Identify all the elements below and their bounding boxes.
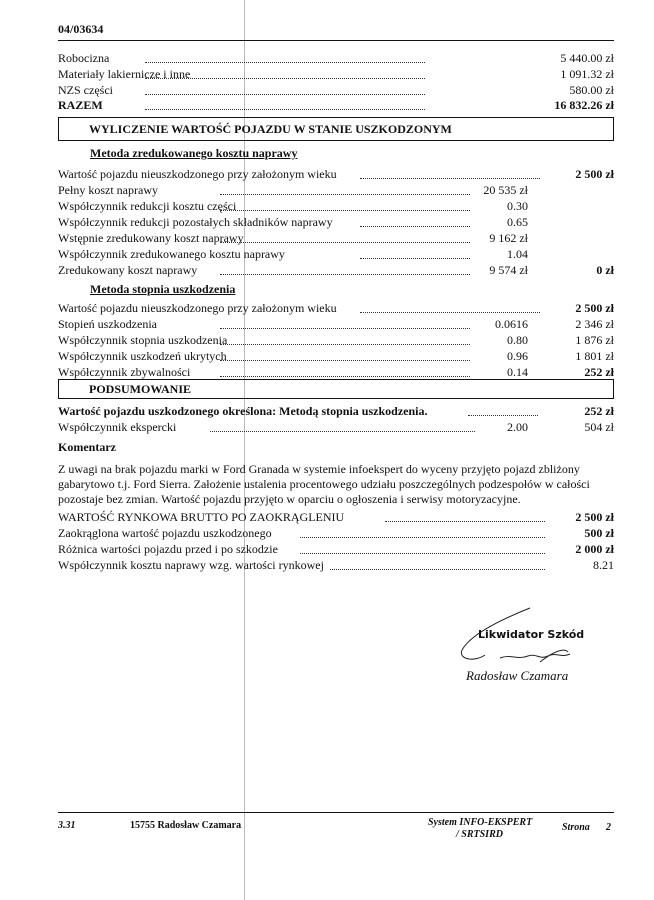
dot-leader bbox=[360, 312, 540, 313]
row-mid-value: 0.14 bbox=[507, 365, 528, 379]
row-right-value: 1 876 zł bbox=[575, 333, 614, 347]
summary-right-value: 504 zł bbox=[584, 420, 614, 434]
dot-leader bbox=[220, 194, 470, 195]
signature-title: Likwidator Szkód bbox=[478, 628, 585, 641]
summary-right-value: 252 zł bbox=[584, 404, 614, 418]
summary-label: Wartość pojazdu uszkodzonego określona: Metodą stopnia uszkodzenia. bbox=[58, 404, 428, 418]
cost-label: NZS części bbox=[58, 83, 113, 97]
dot-leader bbox=[360, 178, 540, 179]
dot-leader bbox=[220, 242, 470, 243]
final-label: Współczynnik kosztu naprawy wzg. wartości rynkowej bbox=[58, 558, 324, 572]
row-label: Pełny koszt naprawy bbox=[58, 183, 158, 197]
cost-label: Robocizna bbox=[58, 51, 110, 65]
final-label: Zaokrąglona wartość pojazdu uszkodzonego bbox=[58, 526, 272, 540]
row-mid-value: 20 535 zł bbox=[483, 183, 528, 197]
dot-leader bbox=[220, 328, 470, 329]
row-mid-value: 9 162 zł bbox=[489, 231, 528, 245]
cost-label: Materiały lakiernicze i inne bbox=[58, 67, 191, 81]
footer-system-code: / SRTSIRD bbox=[456, 829, 503, 840]
cost-value: 1 091.32 zł bbox=[560, 67, 614, 81]
comment-title: Komentarz bbox=[58, 440, 116, 454]
footer-rule bbox=[58, 812, 614, 813]
final-value: 2 000 zł bbox=[575, 542, 614, 556]
summary-label: Współczynnik ekspercki bbox=[58, 420, 177, 434]
row-right-value: 2 346 zł bbox=[575, 317, 614, 331]
row-mid-value: 0.0616 bbox=[495, 317, 528, 331]
dot-leader bbox=[300, 537, 545, 538]
dot-leader bbox=[360, 258, 470, 259]
final-label: WARTOŚĆ RYNKOWA BRUTTO PO ZAOKRĄGLENIU bbox=[58, 510, 345, 524]
row-mid-value: 9 574 zł bbox=[489, 263, 528, 277]
footer-system: System INFO-EKSPERT bbox=[428, 817, 533, 828]
summary-title: PODSUMOWANIE bbox=[89, 382, 192, 396]
row-mid-value: 0.30 bbox=[507, 199, 528, 213]
cost-label: RAZEM bbox=[58, 98, 103, 112]
final-label: Różnica wartości pojazdu przed i po szkodzie bbox=[58, 542, 278, 556]
row-right-value: 2 500 zł bbox=[575, 301, 614, 315]
row-mid-value: 0.65 bbox=[507, 215, 528, 229]
dot-leader bbox=[210, 431, 475, 432]
footer-page-number: 2 bbox=[606, 822, 611, 833]
dot-leader bbox=[220, 344, 470, 345]
dot-leader bbox=[145, 62, 425, 63]
dot-leader bbox=[300, 553, 545, 554]
dot-leader bbox=[220, 360, 470, 361]
cost-value: 5 440.00 zł bbox=[560, 51, 614, 65]
row-label: Współczynnik zbywalności bbox=[58, 365, 191, 379]
row-mid-value: 0.96 bbox=[507, 349, 528, 363]
row-label: Współczynnik uszkodzeń ukrytych bbox=[58, 349, 227, 363]
cost-value: 580.00 zł bbox=[569, 83, 614, 97]
dot-leader bbox=[468, 415, 538, 416]
comment-line: pozostaje bez zmian. Wartość pojazdu przyjęto w oparciu o ogłoszenia i serwisy motoryzacyjne. bbox=[58, 492, 521, 506]
dot-leader bbox=[360, 226, 470, 227]
signature-name: Radosław Czamara bbox=[466, 668, 569, 683]
footer-user: 15755 Radosław Czamara bbox=[130, 820, 242, 831]
document-number: 04/03634 bbox=[58, 22, 104, 36]
row-label: Wstępnie zredukowany koszt naprawy bbox=[58, 231, 244, 245]
dot-leader bbox=[330, 569, 545, 570]
comment-line: Z uwagi na brak pojazdu marki w Ford Granada w systemie infoekspert do wyceny przyjęto pojazd zbliżony bbox=[58, 462, 580, 476]
row-right-value: 0 zł bbox=[596, 263, 614, 277]
header-rule bbox=[58, 40, 614, 41]
row-right-value: 1 801 zł bbox=[575, 349, 614, 363]
row-label: Wartość pojazdu nieuszkodzonego przy założonym wieku bbox=[58, 167, 337, 181]
comment-line: gabarytowo t.j. Ford Sierra. Założenie ustalenia procentowego udziału poszczególnych podzespołów w całości bbox=[58, 477, 590, 491]
dot-leader bbox=[385, 521, 545, 522]
final-value: 500 zł bbox=[584, 526, 614, 540]
footer-page-label: Strona bbox=[562, 822, 590, 833]
row-label: Współczynnik redukcji kosztu części bbox=[58, 199, 237, 213]
method2-title: Metoda stopnia uszkodzenia bbox=[90, 282, 236, 296]
row-right-value: 2 500 zł bbox=[575, 167, 614, 181]
method1-title: Metoda zredukowanego kosztu naprawy bbox=[90, 146, 298, 160]
row-mid-value: 0.80 bbox=[507, 333, 528, 347]
dot-leader bbox=[145, 109, 425, 110]
dot-leader bbox=[145, 94, 425, 95]
row-label: Współczynnik zredukowanego kosztu naprawy bbox=[58, 247, 285, 261]
final-value: 8.21 bbox=[593, 558, 614, 572]
final-value: 2 500 zł bbox=[575, 510, 614, 524]
dot-leader bbox=[220, 210, 470, 211]
row-mid-value: 1.04 bbox=[507, 247, 528, 261]
row-label: Współczynnik stopnia uszkodzenia bbox=[58, 333, 228, 347]
cost-value: 16 832.26 zł bbox=[554, 98, 614, 112]
summary-header-box bbox=[58, 379, 614, 399]
row-label: Wartość pojazdu nieuszkodzonego przy założonym wieku bbox=[58, 301, 337, 315]
row-label: Stopień uszkodzenia bbox=[58, 317, 157, 331]
row-label: Współczynnik redukcji pozostałych składników naprawy bbox=[58, 215, 333, 229]
section-title: WYLICZENIE WARTOŚĆ POJAZDU W STANIE USZKODZONYM bbox=[89, 122, 452, 136]
dot-leader bbox=[220, 274, 470, 275]
section-header-box bbox=[58, 117, 614, 141]
row-label: Zredukowany koszt naprawy bbox=[58, 263, 198, 277]
footer-version: 3.31 bbox=[58, 820, 76, 831]
row-right-value: 252 zł bbox=[584, 365, 614, 379]
dot-leader bbox=[220, 376, 470, 377]
dot-leader bbox=[145, 78, 425, 79]
summary-mid-value: 2.00 bbox=[507, 420, 528, 434]
